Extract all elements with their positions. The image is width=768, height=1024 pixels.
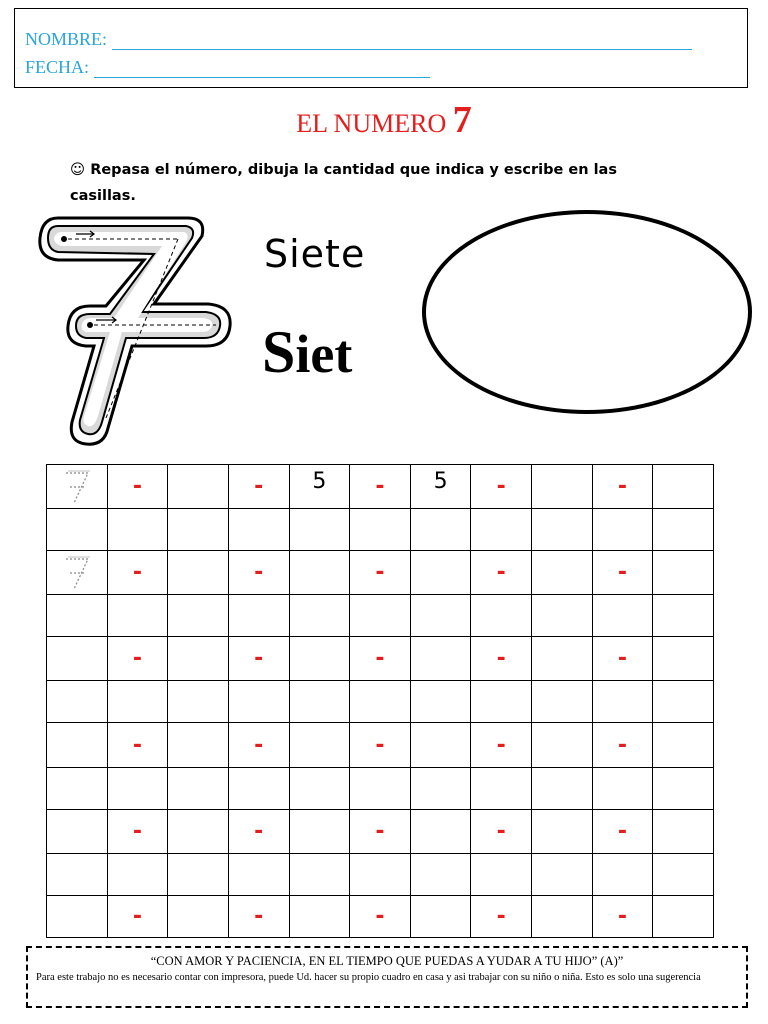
grid-cell[interactable] bbox=[410, 509, 471, 551]
grid-cell[interactable] bbox=[289, 723, 350, 767]
grid-cell[interactable] bbox=[592, 595, 653, 637]
grid-cell[interactable] bbox=[653, 465, 714, 509]
grid-cell[interactable] bbox=[289, 595, 350, 637]
grid-cell[interactable] bbox=[653, 809, 714, 853]
grid-dash[interactable]: - bbox=[471, 895, 532, 937]
grid-cell[interactable] bbox=[289, 853, 350, 895]
grid-cell[interactable] bbox=[653, 595, 714, 637]
grid-cell[interactable] bbox=[228, 509, 289, 551]
grid-cell[interactable] bbox=[471, 853, 532, 895]
grid-cell[interactable] bbox=[532, 551, 593, 595]
grid-cell[interactable] bbox=[532, 767, 593, 809]
grid-cell[interactable] bbox=[410, 895, 471, 937]
grid-row bbox=[47, 509, 714, 551]
header-box bbox=[14, 8, 748, 88]
grid-cell[interactable] bbox=[410, 809, 471, 853]
grid-cell[interactable] bbox=[289, 637, 350, 681]
grid-cell[interactable] bbox=[107, 681, 168, 723]
grid-dash[interactable]: - bbox=[228, 551, 289, 595]
grid-row bbox=[47, 681, 714, 723]
grid-cell[interactable] bbox=[168, 809, 229, 853]
word-trace-capital: S bbox=[262, 319, 296, 385]
grid-cell[interactable] bbox=[653, 681, 714, 723]
grid-cell[interactable] bbox=[228, 681, 289, 723]
grid-cell[interactable] bbox=[350, 767, 411, 809]
grid-cell[interactable] bbox=[410, 723, 471, 767]
grid-cell[interactable] bbox=[168, 681, 229, 723]
grid-cell[interactable] bbox=[653, 895, 714, 937]
grid-cell[interactable] bbox=[47, 809, 108, 853]
grid-cell[interactable] bbox=[168, 637, 229, 681]
grid-cell[interactable] bbox=[228, 767, 289, 809]
word-siete-print: Siete bbox=[264, 232, 366, 276]
grid-cell[interactable] bbox=[592, 853, 653, 895]
grid-dash[interactable]: - bbox=[592, 551, 653, 595]
grid-dash[interactable]: - bbox=[107, 895, 168, 937]
grid-cell[interactable] bbox=[168, 767, 229, 809]
grid-cell[interactable] bbox=[228, 853, 289, 895]
grid-dash[interactable]: - bbox=[592, 723, 653, 767]
grid-dash[interactable]: - bbox=[350, 809, 411, 853]
grid-dash[interactable]: - bbox=[107, 465, 168, 509]
grid-cell[interactable] bbox=[47, 509, 108, 551]
page-title bbox=[0, 98, 768, 142]
grid-cell[interactable] bbox=[47, 895, 108, 937]
grid-cell[interactable] bbox=[228, 595, 289, 637]
grid-dash[interactable]: - bbox=[471, 551, 532, 595]
grid-cell[interactable] bbox=[410, 595, 471, 637]
date-blank-line[interactable] bbox=[94, 61, 430, 78]
grid-dash[interactable]: - bbox=[471, 637, 532, 681]
grid-dash[interactable]: - bbox=[592, 895, 653, 937]
grid-cell[interactable] bbox=[350, 595, 411, 637]
grid-row bbox=[47, 723, 714, 767]
footer-quote: “CON AMOR Y PACIENCIA, EN EL TIEMPO QUE PUEDAS A YUDAR A TU HIJO” (A)” bbox=[150, 954, 624, 968]
grid-cell[interactable] bbox=[532, 637, 593, 681]
grid-cell[interactable] bbox=[653, 551, 714, 595]
grid-cell[interactable] bbox=[168, 551, 229, 595]
title-text: EL NUMERO bbox=[296, 109, 447, 138]
grid-dash[interactable]: - bbox=[350, 723, 411, 767]
grid-cell[interactable] bbox=[168, 895, 229, 937]
grid-dash[interactable]: - bbox=[228, 465, 289, 509]
grid-cell[interactable] bbox=[532, 595, 593, 637]
grid-cell[interactable] bbox=[168, 853, 229, 895]
grid-dash[interactable]: - bbox=[228, 895, 289, 937]
drawing-oval[interactable] bbox=[422, 210, 752, 414]
grid-cell[interactable] bbox=[107, 509, 168, 551]
grid-cell[interactable] bbox=[168, 509, 229, 551]
grid-cell[interactable] bbox=[410, 853, 471, 895]
grid-row bbox=[47, 551, 714, 595]
grid-cell[interactable] bbox=[289, 895, 350, 937]
grid-row bbox=[47, 853, 714, 895]
grid-cell[interactable] bbox=[350, 853, 411, 895]
grid-dash[interactable]: - bbox=[350, 465, 411, 509]
grid-dash[interactable]: - bbox=[228, 809, 289, 853]
grid-cell[interactable] bbox=[410, 551, 471, 595]
grid-dash[interactable]: - bbox=[107, 809, 168, 853]
grid-cell[interactable] bbox=[471, 595, 532, 637]
footer-note: Para este trabajo no es necesario contar con impresora, puede Ud. hacer su propio cuadro en casa y asi trabajar con su niño o niña. Esto es solo una sugerencia bbox=[36, 972, 701, 983]
grid-cell[interactable] bbox=[532, 681, 593, 723]
grid-cell[interactable] bbox=[350, 509, 411, 551]
grid-row bbox=[47, 809, 714, 853]
grid-dash[interactable]: - bbox=[228, 723, 289, 767]
grid-cell[interactable] bbox=[47, 595, 108, 637]
grid-cell[interactable] bbox=[107, 767, 168, 809]
grid-cell[interactable] bbox=[653, 637, 714, 681]
smiley-icon: ☺ bbox=[70, 162, 86, 178]
grid-cell[interactable] bbox=[47, 637, 108, 681]
grid-row bbox=[47, 595, 714, 637]
word-siete-trace bbox=[262, 319, 353, 385]
dotted-seven-icon bbox=[62, 553, 92, 593]
grid-cell[interactable] bbox=[471, 767, 532, 809]
name-field[interactable] bbox=[25, 29, 692, 50]
grid-dash[interactable]: - bbox=[471, 809, 532, 853]
dotted-seven-icon bbox=[62, 467, 92, 507]
grid-cell[interactable] bbox=[410, 767, 471, 809]
grid-cell[interactable] bbox=[107, 853, 168, 895]
grid-dash[interactable]: - bbox=[228, 637, 289, 681]
grid-dash[interactable]: - bbox=[350, 895, 411, 937]
grid-cell[interactable] bbox=[532, 809, 593, 853]
grid-cell[interactable] bbox=[168, 595, 229, 637]
grid-cell[interactable] bbox=[592, 767, 653, 809]
grid-cell[interactable] bbox=[471, 681, 532, 723]
grid-row bbox=[47, 767, 714, 809]
grid-cell[interactable] bbox=[289, 767, 350, 809]
trace-seven-icon[interactable] bbox=[47, 465, 108, 509]
footer-note-box bbox=[26, 946, 748, 1008]
grid-dash[interactable]: - bbox=[592, 465, 653, 509]
grid-cell[interactable] bbox=[471, 509, 532, 551]
writing-grid bbox=[46, 464, 714, 938]
grid-cell[interactable] bbox=[592, 681, 653, 723]
grid-dash[interactable]: - bbox=[107, 637, 168, 681]
grid-cell[interactable] bbox=[107, 595, 168, 637]
date-label: FECHA: bbox=[25, 57, 90, 77]
grid-digit[interactable]: 5 bbox=[289, 465, 350, 509]
word-trace-rest: iet bbox=[295, 324, 353, 384]
title-number: 7 bbox=[452, 99, 472, 141]
name-blank-line[interactable] bbox=[112, 33, 692, 50]
grid-cell[interactable] bbox=[653, 853, 714, 895]
grid-cell[interactable] bbox=[168, 465, 229, 509]
grid-digit[interactable]: 5 bbox=[410, 465, 471, 509]
grid-dash[interactable]: - bbox=[107, 551, 168, 595]
grid-cell[interactable] bbox=[592, 509, 653, 551]
name-label: NOMBRE: bbox=[25, 29, 108, 49]
instructions bbox=[70, 157, 670, 209]
grid-cell[interactable] bbox=[410, 681, 471, 723]
grid-cell[interactable] bbox=[653, 767, 714, 809]
grid-cell[interactable] bbox=[532, 509, 593, 551]
grid-cell[interactable] bbox=[532, 895, 593, 937]
grid-cell[interactable] bbox=[532, 853, 593, 895]
grid-dash[interactable]: - bbox=[350, 637, 411, 681]
grid-cell[interactable] bbox=[289, 809, 350, 853]
date-field[interactable] bbox=[25, 57, 430, 78]
grid-dash[interactable]: - bbox=[107, 723, 168, 767]
grid-dash[interactable]: - bbox=[471, 723, 532, 767]
grid-cell[interactable] bbox=[47, 853, 108, 895]
grid-cell[interactable] bbox=[350, 681, 411, 723]
grid-cell[interactable] bbox=[410, 637, 471, 681]
grid-cell[interactable] bbox=[532, 465, 593, 509]
grid-cell[interactable] bbox=[289, 551, 350, 595]
grid-row bbox=[47, 465, 714, 509]
grid-cell[interactable] bbox=[47, 723, 108, 767]
grid-cell[interactable] bbox=[289, 681, 350, 723]
grid-cell[interactable] bbox=[168, 723, 229, 767]
grid-dash[interactable]: - bbox=[592, 809, 653, 853]
seven-tracing-icon bbox=[36, 206, 240, 454]
grid-row bbox=[47, 895, 714, 937]
grid-row bbox=[47, 637, 714, 681]
grid-dash[interactable]: - bbox=[592, 637, 653, 681]
trace-seven-icon[interactable] bbox=[47, 551, 108, 595]
grid-cell[interactable] bbox=[653, 509, 714, 551]
instructions-text: Repasa el número, dibuja la cantidad que indica y escribe en las casillas. bbox=[70, 162, 617, 204]
grid-cell[interactable] bbox=[532, 723, 593, 767]
grid-dash[interactable]: - bbox=[350, 551, 411, 595]
grid-cell[interactable] bbox=[289, 509, 350, 551]
grid-cell[interactable] bbox=[47, 681, 108, 723]
grid-dash[interactable]: - bbox=[471, 465, 532, 509]
grid-cell[interactable] bbox=[653, 723, 714, 767]
grid-cell[interactable] bbox=[47, 767, 108, 809]
